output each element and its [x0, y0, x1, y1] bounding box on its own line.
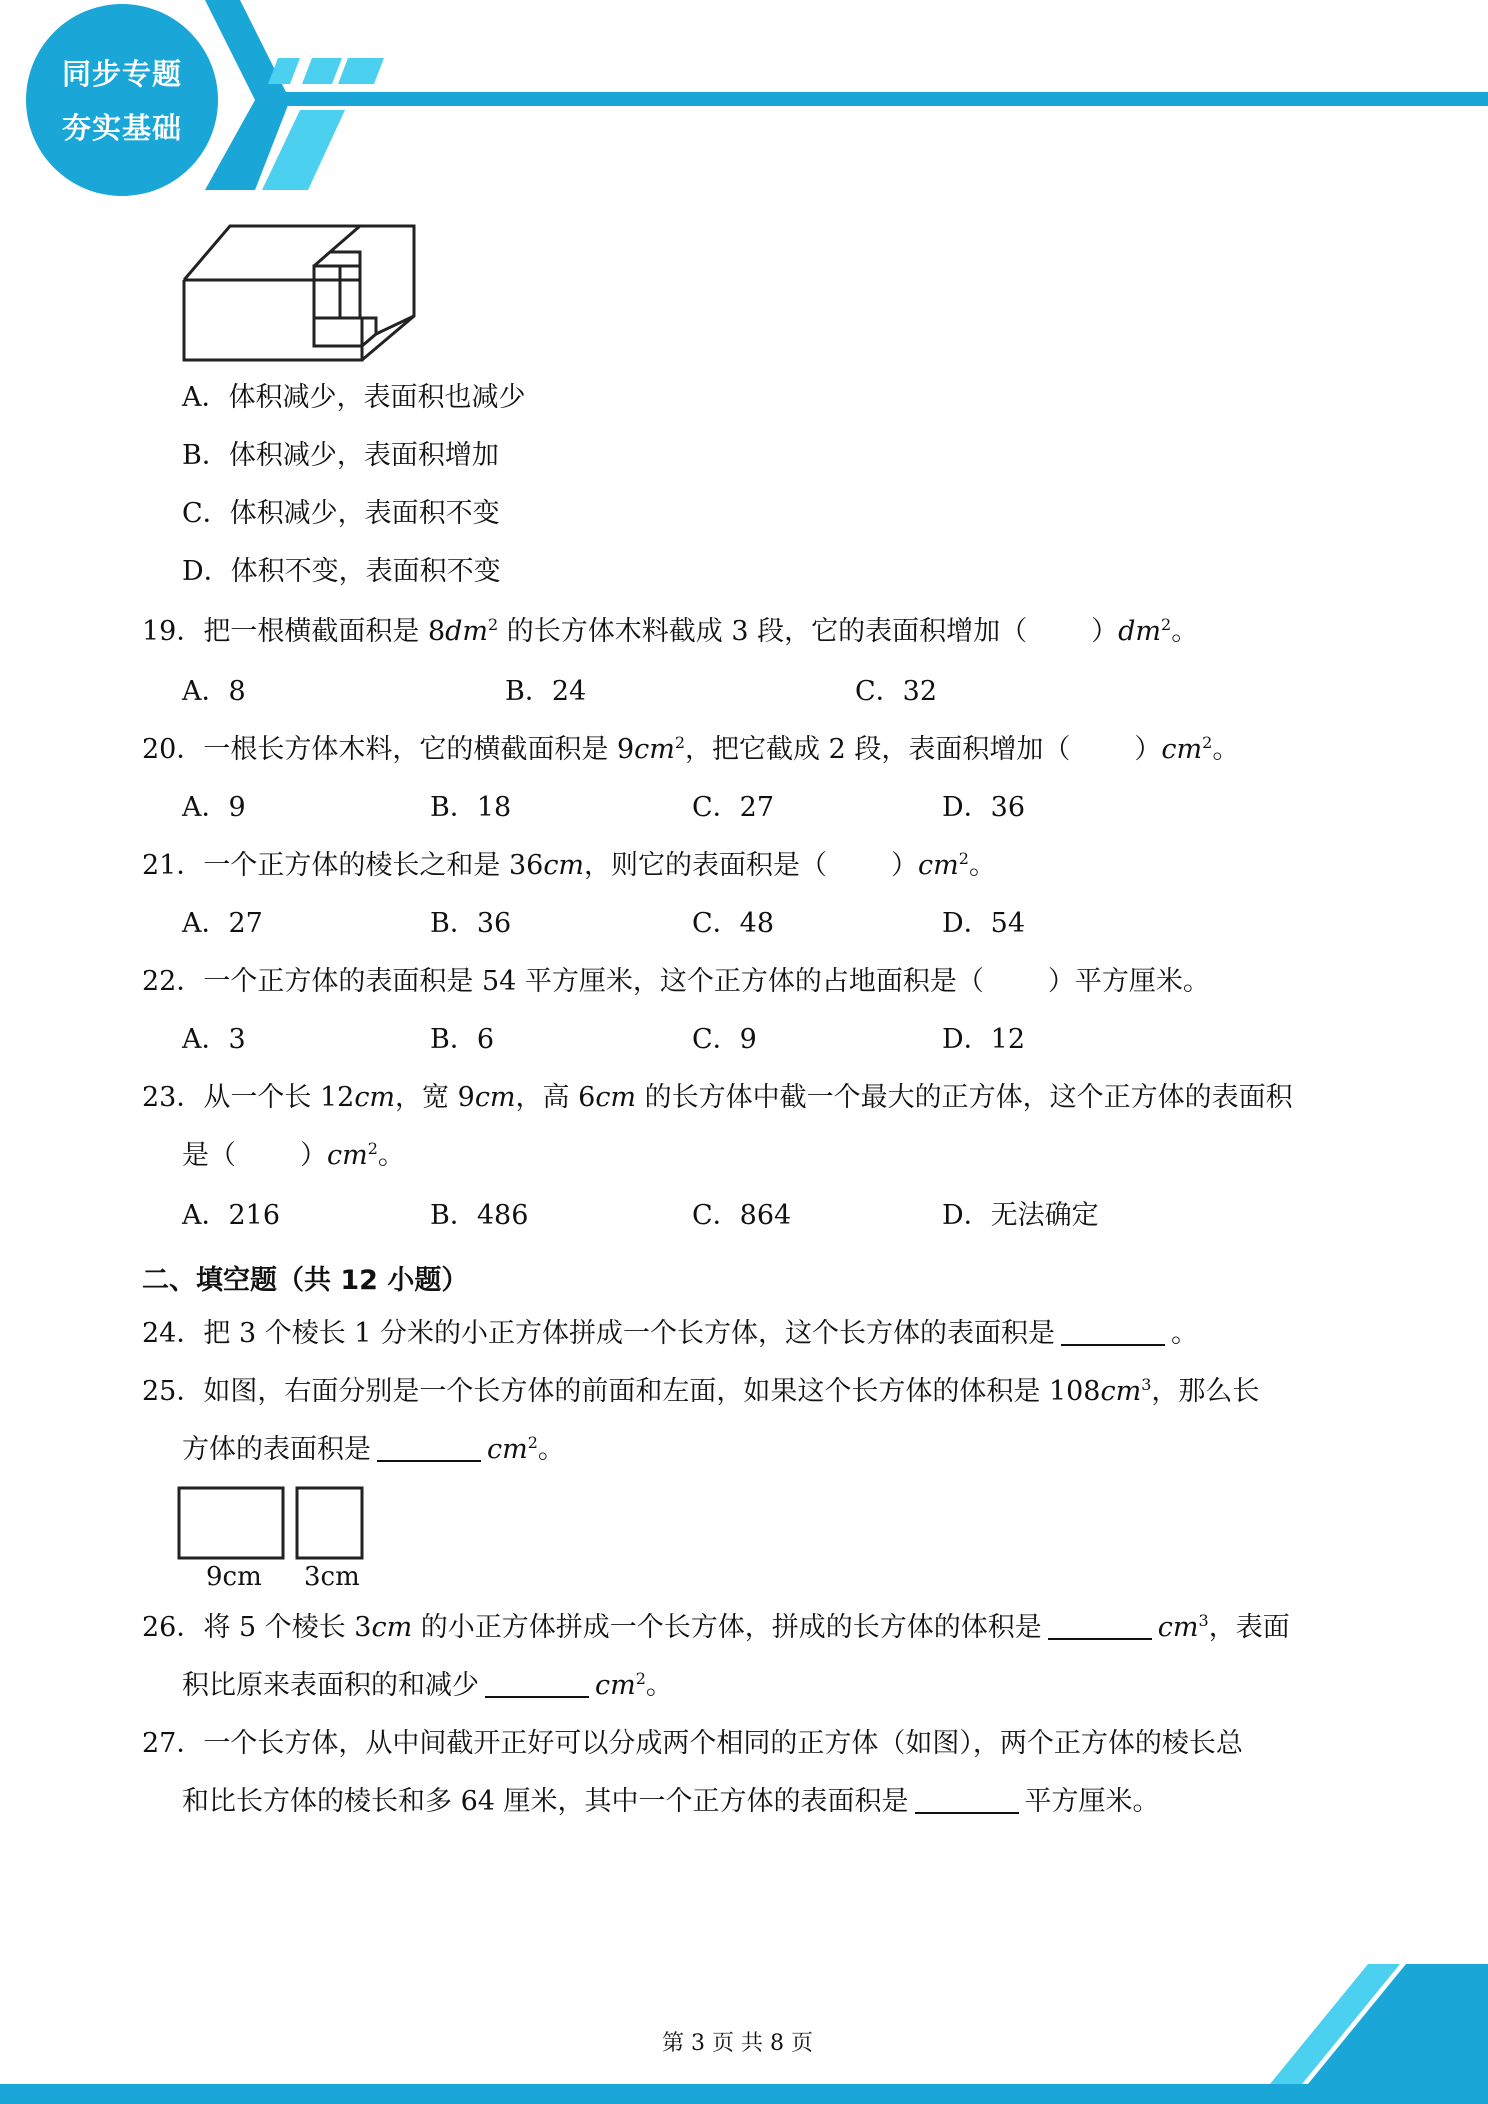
q26-blank-1[interactable] — [1048, 1612, 1152, 1640]
question-23 — [142, 1080, 1293, 1116]
q19-unit-1: dm — [445, 616, 489, 647]
q20-text-3: ） — [1134, 734, 1162, 765]
q27-blank[interactable] — [915, 1786, 1019, 1814]
q19-text-4: 。 — [1171, 616, 1199, 647]
q21-option-a: A．27 — [182, 908, 263, 939]
q23-text-4: 的长方体中截一个最大的正方体，这个正方体的表面积 — [636, 1082, 1293, 1113]
header-banner — [0, 0, 1488, 200]
q22-number: 22． — [142, 966, 204, 997]
question-20: 20．一根长方体木料，它的横截面积是 $9cm^2$，把它截成 2 段，表面积增加（ ）$cm^2$。 — [142, 733, 1240, 765]
q26-text: 将 5 个棱长 3 — [203, 1612, 372, 1643]
q26-unit-1: cm — [371, 1612, 413, 1643]
q19-option-a: A．8 — [182, 676, 246, 707]
q18-figure — [180, 222, 420, 366]
q21-unit-2: cm — [918, 850, 959, 881]
question-27-line2 — [182, 1784, 1160, 1820]
q27-number: 27． — [142, 1728, 204, 1759]
q21-text-2: ，则它的表面积是（ — [584, 850, 828, 881]
q25-text: 如图，右面分别是一个长方体的前面和左面，如果这个长方体的体积是 108 — [203, 1376, 1101, 1407]
q23-number: 23． — [142, 1082, 204, 1113]
q23-unit-2: cm — [474, 1082, 516, 1113]
q19-text: 把一根横截面积是 8 — [203, 616, 446, 647]
badge-line2: 夯实基础 — [62, 111, 183, 145]
q22-text: 一个正方体的表面积是 54 平方厘米，这个正方体的占地面积是（ — [203, 966, 984, 997]
q25-text-3: 方体的表面积是 — [182, 1434, 371, 1465]
q21-text-4: 。 — [968, 850, 996, 881]
page-number: 第 3 页 共 8 页 — [662, 2031, 813, 2056]
q25-number: 25． — [142, 1376, 204, 1407]
q20-text-4: 。 — [1212, 734, 1240, 765]
q18-option-b: B．体积减少，表面积增加 — [182, 440, 499, 471]
q25-figure-label-1: 9cm — [206, 1562, 262, 1592]
q26-text-3: ，表面 — [1208, 1612, 1290, 1643]
q26-blank-2[interactable] — [485, 1670, 589, 1698]
q25-blank[interactable] — [377, 1434, 481, 1462]
q20-number: 20． — [142, 734, 204, 765]
q23-unit-3: cm — [595, 1082, 637, 1113]
q22-option-b: B．6 — [430, 1024, 495, 1055]
q20-text-2: ，把它截成 2 段，表面积增加（ — [685, 734, 1071, 765]
q27-text-3: 平方厘米。 — [1024, 1786, 1160, 1817]
q23-text-2: ，宽 9 — [395, 1082, 475, 1113]
q19-unit-2: dm — [1118, 616, 1162, 647]
question-24 — [142, 1316, 1198, 1352]
q23-unit-4: cm — [327, 1140, 368, 1171]
q25-figure — [176, 1484, 376, 1560]
q23-option-c: C．864 — [692, 1200, 792, 1231]
q27-text: 一个长方体，从中间截开正好可以分成两个相同的正方体（如图），两个正方体的棱长总 — [203, 1728, 1243, 1759]
question-27 — [142, 1726, 1243, 1762]
q22-option-c: C．9 — [692, 1024, 757, 1055]
q21-number: 21． — [142, 850, 204, 881]
q21-text: 一个正方体的棱长之和是 36 — [203, 850, 544, 881]
question-23-line2: 是（ ）$cm^2$。 — [182, 1139, 405, 1171]
q26-text-2: 的小正方体拼成一个长方体，拼成的长方体的体积是 — [412, 1612, 1042, 1643]
q21-option-c: C．48 — [692, 908, 775, 939]
q26-unit-3: cm — [595, 1670, 636, 1701]
q23-text-3: ，高 6 — [515, 1082, 596, 1113]
q20-option-d: D．36 — [942, 792, 1026, 823]
q18-option-c: C．体积减少，表面积不变 — [182, 498, 500, 529]
q27-text-2: 和比长方体的棱长和多 64 厘米，其中一个正方体的表面积是 — [182, 1786, 909, 1817]
q25-text-2: ，那么长 — [1151, 1376, 1260, 1407]
q19-text-3: ） — [1091, 616, 1119, 647]
q23-text-6: ） — [300, 1140, 327, 1171]
q21-text-3: ） — [891, 850, 919, 881]
q25-unit-1: cm — [1100, 1376, 1142, 1407]
q23-option-b: B．486 — [430, 1200, 529, 1231]
question-26-line2: 积比原来表面积的和减少 $cm^2$。 — [182, 1669, 673, 1701]
q25-unit-2: cm — [487, 1434, 528, 1465]
q24-text: 把 3 个棱长 1 分米的小正方体拼成一个长方体，这个长方体的表面积是 — [203, 1318, 1056, 1349]
q18-option-d: D．体积不变，表面积不变 — [182, 556, 501, 587]
q23-text-5: 是（ — [182, 1140, 236, 1171]
q24-text-2: 。 — [1171, 1318, 1199, 1349]
q21-option-d: D．54 — [942, 908, 1026, 939]
q20-text: 一根长方体木料，它的横截面积是 9 — [203, 734, 635, 765]
q24-number: 24． — [142, 1318, 204, 1349]
q20-unit-2: cm — [1161, 734, 1203, 765]
q23-text-7: 。 — [377, 1140, 405, 1171]
question-25-line2: 方体的表面积是 $cm^2$。 — [182, 1433, 565, 1465]
question-19: 19．把一根横截面积是 $8dm^2$ 的长方体木料截成 3 段，它的表面积增加（ ）$dm^2$。 — [142, 615, 1199, 647]
q19-text-2: 的长方体木料截成 3 段，它的表面积增加（ — [498, 616, 1028, 647]
q20-option-b: B．18 — [430, 792, 512, 823]
q21-unit-1: cm — [543, 850, 585, 881]
section-heading: 二、填空题（共 12 小题） — [142, 1265, 469, 1296]
question-25: 25．如图，右面分别是一个长方体的前面和左面，如果这个长方体的体积是 $108cm^3$，那么长 — [142, 1375, 1260, 1407]
question-21: 21．一个正方体的棱长之和是 36cm，则它的表面积是（ ）$cm^2$。 — [142, 849, 996, 881]
q18-option-a: A．体积减少，表面积也减少 — [182, 382, 526, 413]
q23-text: 从一个长 12 — [203, 1082, 355, 1113]
question-22 — [142, 964, 1210, 1000]
q25-figure-label-2: 3cm — [304, 1562, 360, 1592]
q21-option-b: B．36 — [430, 908, 512, 939]
q20-option-c: C．27 — [692, 792, 775, 823]
q26-number: 26． — [142, 1612, 204, 1643]
footer-banner — [0, 1900, 1488, 2104]
q23-option-a: A．216 — [182, 1200, 281, 1231]
q23-option-d: D．无法确定 — [942, 1200, 1099, 1231]
q24-blank[interactable] — [1061, 1318, 1165, 1346]
q19-number: 19． — [142, 616, 204, 647]
q19-option-b: B．24 — [505, 676, 587, 707]
q20-unit-1: cm — [634, 734, 675, 765]
badge-line1: 同步专题 — [62, 57, 183, 91]
q22-text-2: ）平方厘米。 — [1047, 966, 1210, 997]
q26-text-5: 。 — [645, 1670, 673, 1701]
q22-option-a: A．3 — [182, 1024, 246, 1055]
q26-text-4: 积比原来表面积的和减少 — [182, 1670, 479, 1701]
q19-option-c: C．32 — [855, 676, 938, 707]
q25-text-4: 。 — [537, 1434, 565, 1465]
q22-option-d: D．12 — [942, 1024, 1026, 1055]
question-26: 26．将 5 个棱长 3cm 的小正方体拼成一个长方体，拼成的长方体的体积是 $cm^3$，表面 — [142, 1611, 1290, 1643]
q26-unit-2: cm — [1157, 1612, 1199, 1643]
q23-unit-1: cm — [354, 1082, 396, 1113]
q20-option-a: A．9 — [182, 792, 246, 823]
